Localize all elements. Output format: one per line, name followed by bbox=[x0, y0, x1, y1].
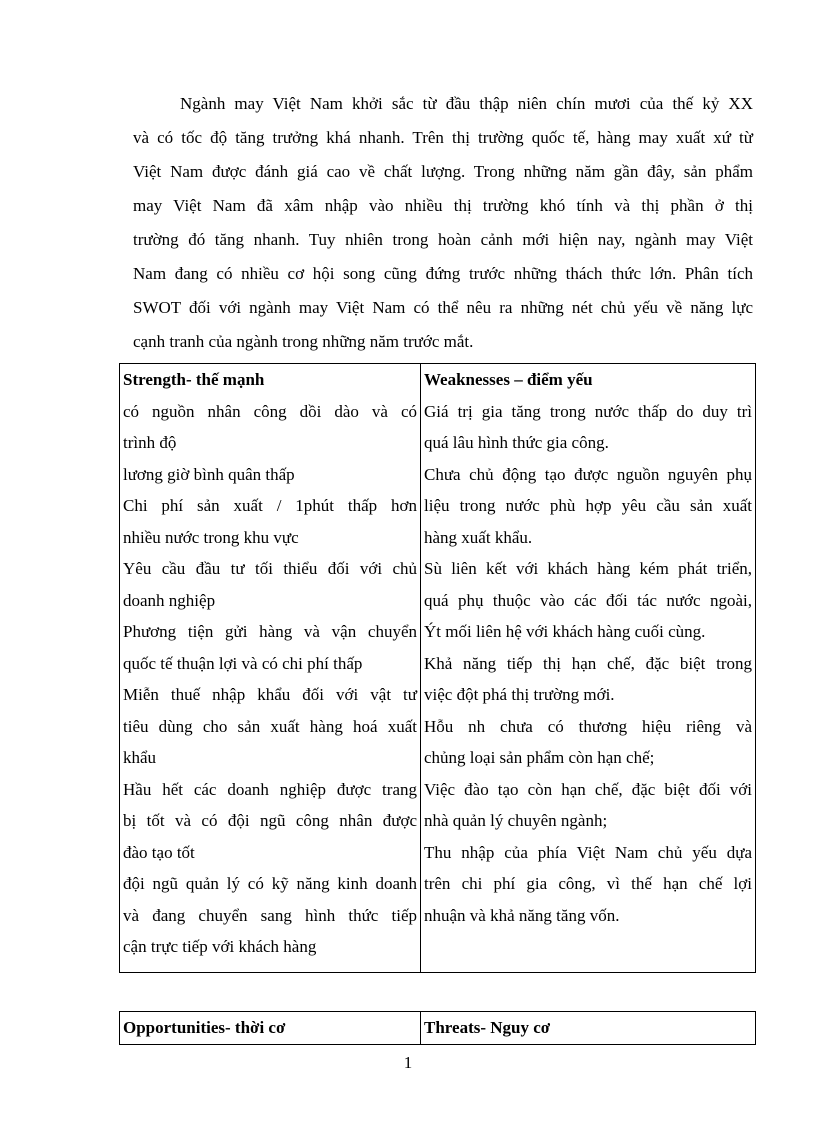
weakness-line: quá phụ thuộc vào các đối tác nước ngoài, bbox=[424, 590, 752, 610]
strength-line: quốc tế thuận lợi và có chi phí thấp bbox=[123, 653, 363, 673]
strength-line: và đang chuyển sang hình thức tiếp bbox=[123, 905, 417, 925]
page-number: 1 bbox=[403, 1053, 413, 1072]
strength-line: Yêu cầu đầu tư tối thiểu đối với chủ bbox=[123, 559, 417, 578]
threats-cell bbox=[421, 1012, 756, 1045]
weakness-line: việc đột phá thị trường mới. bbox=[424, 685, 615, 704]
swot-table-strengths-weaknesses bbox=[119, 363, 756, 973]
strength-line: Hầu hết các doanh nghiệp được trang bbox=[123, 779, 417, 799]
strength-header: Strength- thế mạnh bbox=[123, 370, 265, 389]
weakness-line: Khả năng tiếp thị hạn chế, đặc biệt trong bbox=[424, 653, 752, 673]
weakness-line: nhà quản lý chuyên ngành; bbox=[424, 811, 608, 830]
weakness-line: hàng xuất khẩu. bbox=[424, 527, 533, 547]
strength-line: Chi phí sản xuất / 1phút thấp hơn bbox=[123, 496, 417, 515]
opportunities-header: Opportunities- thời cơ bbox=[123, 1018, 286, 1037]
intro-paragraph bbox=[133, 87, 753, 359]
strength-line: nhiều nước trong khu vực bbox=[123, 527, 299, 547]
weakness-line: Ýt mối liên hệ với khách hàng cuối cùng. bbox=[424, 622, 706, 641]
strength-line: trình độ bbox=[123, 433, 177, 452]
strength-line: đào tạo tốt bbox=[123, 842, 195, 862]
table-row bbox=[120, 364, 756, 973]
weakness-line: Thu nhập của phía Việt Nam chủ yếu dựa bbox=[424, 842, 752, 862]
strength-line: Miễn thuế nhập khẩu đối với vật tư bbox=[123, 685, 417, 704]
strength-line: tiêu dùng cho sản xuất hàng hoá xuất bbox=[123, 716, 417, 736]
swot-table-opportunities-threats bbox=[119, 1011, 756, 1045]
intro-line: Việt Nam được đánh giá cao về chất lượng. Trong những năm gần đây, sản phẩm bbox=[133, 162, 753, 181]
weakness-line: liệu trong nước phù hợp yêu cầu sản xuất bbox=[424, 496, 752, 515]
strength-line: cận trực tiếp với khách hàng bbox=[123, 937, 317, 956]
weakness-line: trên chi phí gia công, vì thế hạn chế lợi bbox=[424, 874, 752, 893]
strength-line: Phương tiện gửi hàng và vận chuyển bbox=[123, 622, 417, 641]
weakness-line: Việc đào tạo còn hạn chế, đặc biệt đối với bbox=[424, 779, 752, 799]
strength-line: lương giờ bình quân thấp bbox=[123, 464, 295, 484]
strength-line: doanh nghiệp bbox=[123, 590, 216, 610]
intro-line: SWOT đối với ngành may Việt Nam có thể nêu ra những nét chủ yếu về năng lực bbox=[133, 298, 753, 317]
weakness-line: Chưa chủ động tạo được nguồn nguyên phụ bbox=[424, 464, 752, 484]
strength-line: bị tốt và có đội ngũ công nhân được bbox=[123, 811, 417, 830]
table-row bbox=[120, 1012, 756, 1045]
strength-line: có nguồn nhân công dồi dào và có bbox=[123, 401, 417, 421]
weakness-line: Sù liên kết với khách hàng kém phát triển, bbox=[424, 559, 752, 578]
weakness-line: chủng loại sản phẩm còn hạn chế; bbox=[424, 748, 655, 767]
strength-line: đội ngũ quản lý có kỹ năng kinh doanh bbox=[123, 874, 417, 893]
intro-line: Nam đang có nhiều cơ hội song cũng đứng trước những thách thức lớn. Phân tích bbox=[133, 264, 753, 283]
weakness-line: nhuận và khả năng tăng vốn. bbox=[424, 905, 620, 925]
intro-line: Ngành may Việt Nam khởi sắc từ đầu thập niên chín mươi của thế kỷ XX bbox=[180, 94, 753, 113]
weakness-cell bbox=[421, 364, 756, 973]
weakness-line: Giá trị gia tăng trong nước thấp do duy trì bbox=[424, 401, 752, 421]
opportunities-cell bbox=[120, 1012, 421, 1045]
weakness-line: Hỗu nh chưa có thương hiệu riêng và bbox=[424, 716, 752, 736]
intro-line: may Việt Nam đã xâm nhập vào nhiều thị trường khó tính và thị phần ở thị bbox=[133, 196, 753, 215]
threats-header: Threats- Nguy cơ bbox=[424, 1018, 551, 1037]
strength-line: khẩu bbox=[123, 748, 157, 767]
intro-line: cạnh tranh của ngành trong những năm trước mắt. bbox=[133, 332, 474, 351]
weakness-line: quá lâu hình thức gia công. bbox=[424, 433, 609, 452]
strength-cell bbox=[120, 364, 421, 973]
intro-line: và có tốc độ tăng trưởng khá nhanh. Trên thị trường quốc tế, hàng may xuất xứ từ bbox=[133, 128, 753, 147]
intro-line: trường đó tăng nhanh. Tuy nhiên trong hoàn cảnh mới hiện nay, ngành may Việt bbox=[133, 230, 753, 249]
weakness-header: Weaknesses – điểm yếu bbox=[424, 370, 593, 389]
